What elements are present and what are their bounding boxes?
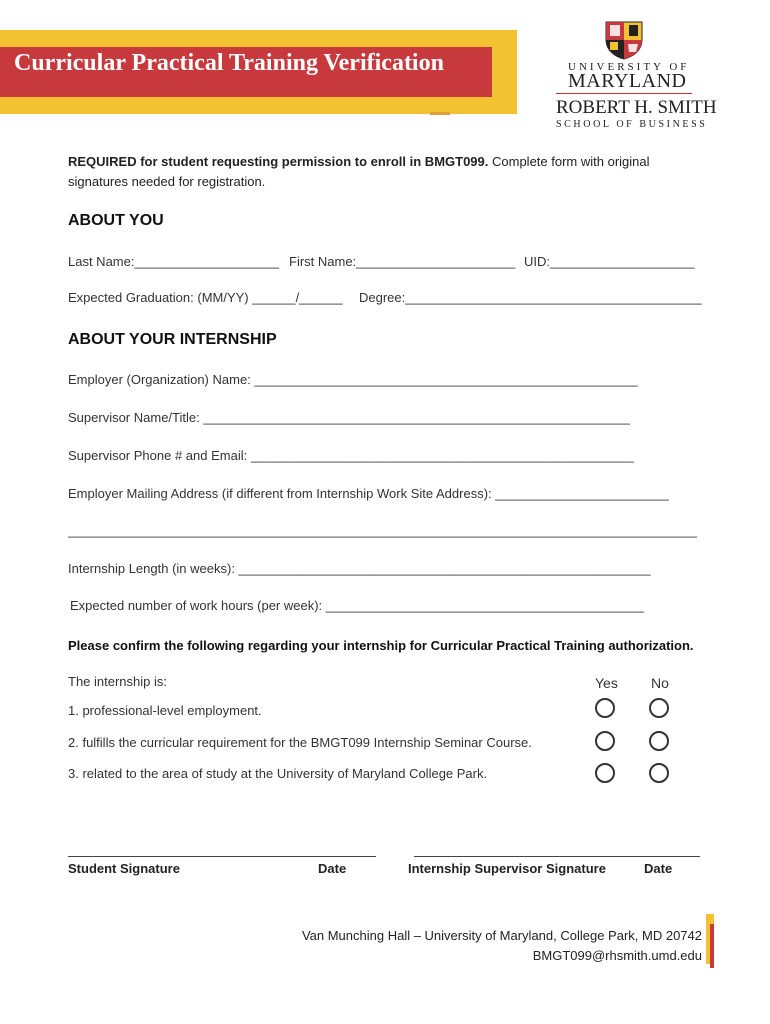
supervisor-signature-line[interactable] (414, 856, 700, 857)
no-column-header: No (651, 675, 669, 691)
supervisor-contact-field[interactable]: Supervisor Phone # and Email: _____________________________________________________ (68, 448, 635, 463)
footer-email[interactable]: BMGT099@rhsmith.umd.edu (532, 948, 702, 963)
maryland-shield-icon (602, 20, 646, 60)
confirm-item-2: 2. fulfills the curricular requirement for the BMGT099 Internship Seminar Course. (68, 735, 532, 750)
banner-accent (430, 112, 450, 115)
logo-business-text: SCHOOL OF BUSINESS (556, 119, 708, 130)
work-hours-field[interactable]: Expected number of work hours (per week): ____________________________________________ (70, 598, 644, 613)
footer-address: Van Munching Hall – University of Maryland, College Park, MD 20742 (301, 928, 702, 943)
item-3-yes-radio[interactable] (595, 763, 615, 783)
student-signature-line[interactable] (68, 856, 376, 857)
supervisor-signature-label: Internship Supervisor Signature (408, 861, 606, 876)
last-name-field[interactable]: Last Name:____________________ (68, 254, 280, 269)
logo-university-text: UNIVERSITY OF (568, 61, 690, 73)
item-2-yes-radio[interactable] (595, 731, 615, 751)
intro-rest-text: Complete form with original signatures needed for registration. (68, 154, 650, 189)
expected-graduation-field[interactable]: Expected Graduation: (MM/YY) ______/______ (68, 290, 343, 305)
mailing-address-field[interactable]: Employer Mailing Address (if different from Internship Work Site Address): ________________________ (68, 486, 669, 501)
confirm-item-3: 3. related to the area of study at the University of Maryland College Park. (68, 766, 488, 781)
confirm-item-1: 1. professional-level employment. (68, 703, 262, 718)
intro-required-text: REQUIRED for student requesting permission to enroll in BMGT099. (68, 154, 489, 169)
logo-maryland-text: MARYLAND (568, 70, 687, 92)
footer-accent-red (710, 924, 714, 968)
student-date-label: Date (318, 861, 347, 876)
footer-contact (302, 926, 702, 966)
university-logo (550, 20, 717, 130)
item-3-no-radio[interactable] (649, 763, 669, 783)
internship-length-field[interactable]: Internship Length (in weeks): _________________________________________________________ (68, 561, 651, 576)
supervisor-date-label: Date (644, 861, 673, 876)
degree-field[interactable]: Degree:_________________________________________ (359, 290, 702, 305)
logo-divider (556, 93, 692, 94)
intro-paragraph (68, 152, 688, 192)
item-2-no-radio[interactable] (649, 731, 669, 751)
confirmation-prompt: Please confirm the following regarding your internship for Curricular Practical Training authorization. (68, 638, 694, 653)
yes-column-header: Yes (595, 675, 618, 691)
employer-name-field[interactable]: Employer (Organization) Name: _____________________________________________________ (68, 372, 638, 387)
mailing-address-line2-field[interactable]: _______________________________________________________________________________________ (68, 523, 698, 538)
logo-school-text: ROBERT H. SMITH (556, 97, 717, 118)
supervisor-name-field[interactable]: Supervisor Name/Title: ___________________________________________________________ (68, 410, 630, 425)
item-1-yes-radio[interactable] (595, 698, 615, 718)
uid-field[interactable]: UID:____________________ (524, 254, 695, 269)
page-title: Curricular Practical Training Verification (14, 50, 444, 76)
item-1-no-radio[interactable] (649, 698, 669, 718)
first-name-field[interactable]: First Name:______________________ (289, 254, 516, 269)
student-signature-label: Student Signature (68, 861, 180, 876)
about-internship-heading: ABOUT YOUR INTERNSHIP (68, 331, 277, 348)
about-you-heading: ABOUT YOU (68, 212, 164, 229)
internship-is-label: The internship is: (68, 674, 167, 689)
